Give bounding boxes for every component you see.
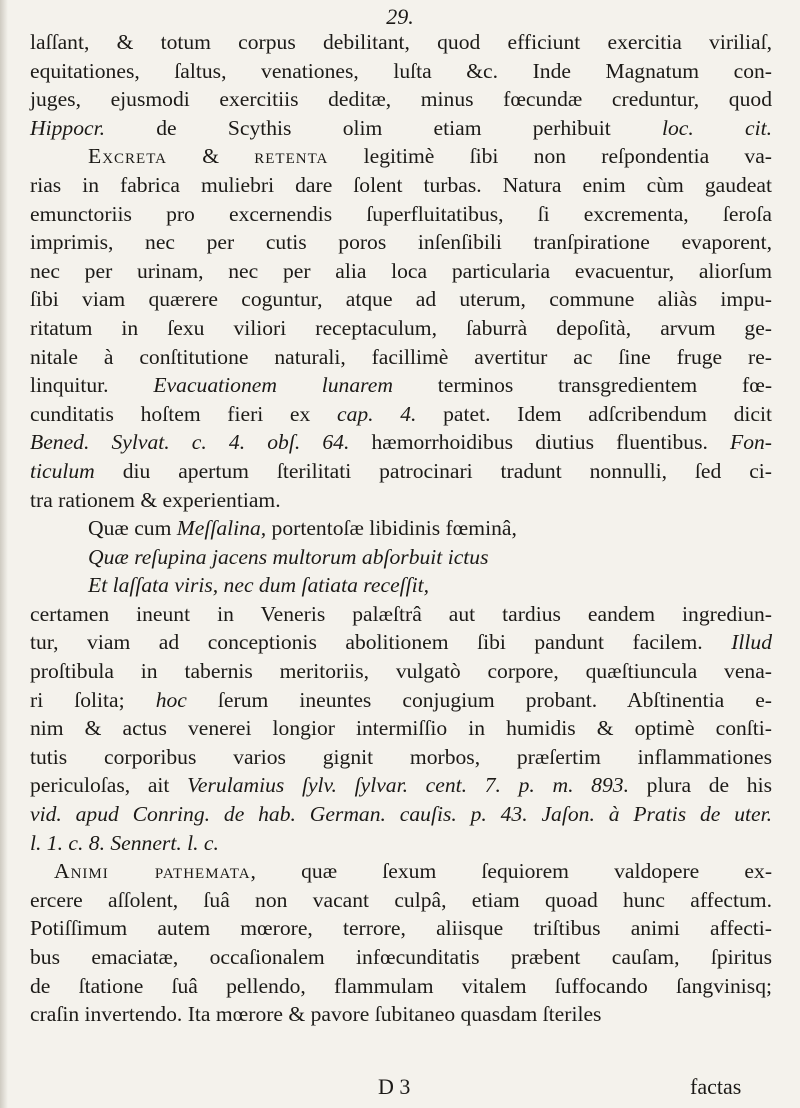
italic-text: Hippocr. — [30, 115, 105, 140]
italic-text: Verulamius ſylv. ſylvar. cent. 7. p. m. 893. — [187, 773, 629, 798]
text-line — [30, 914, 772, 943]
text-line — [30, 486, 772, 515]
text-run: tra rationem & experientiam. — [30, 487, 281, 512]
italic-text: Illud — [731, 630, 772, 655]
text-line — [30, 57, 772, 86]
text-run: laſſant, & totum corpus debilitant, quod efficiunt exercitia viriliaſ, — [30, 30, 772, 54]
text-line — [30, 972, 772, 1001]
text-run: Quæ cum — [88, 516, 177, 541]
catchword: factas — [690, 1074, 742, 1099]
text-run: patet. Idem adſcribendum dicit — [416, 401, 772, 426]
text-line — [30, 714, 772, 743]
italic-text: vid. apud Conring. de hab. German. cauſis. p. 43. Jaſon. à Pratis de uter. — [30, 802, 772, 827]
italic-text: hoc — [155, 687, 187, 712]
italic-text: l. 1. c. 8. Sennert. l. c. — [30, 830, 219, 855]
text-run: imprimis, nec per cutis poros inſenſibili tranſpiratione evaporent, — [30, 230, 772, 255]
text-line — [30, 514, 772, 543]
italic-text: cap. 4. — [337, 401, 417, 426]
text-run: de Scythis olim etiam perhibuit — [104, 115, 662, 140]
text-run: proſtibula in tabernis meritoriis, vulgatò corpore, quæſtiuncula vena- — [30, 659, 772, 684]
text-run: ſibi viam quærere coguntur, atque ad uterum, commune aliàs impu- — [30, 287, 772, 312]
italic-text: Fon- — [730, 430, 772, 455]
text-line — [30, 857, 772, 886]
text-run: cunditatis hoſtem fieri ex — [30, 401, 337, 426]
text-run: nec per urinam, nec per alia loca particularia evacuentur, aliorſum — [30, 258, 772, 283]
text-run: plura de his — [628, 773, 773, 798]
text-line — [30, 285, 772, 314]
text-line — [30, 543, 772, 572]
text-line — [30, 257, 772, 286]
text-run: ſerum ineuntes conjugium probant. Abſtinentia e- — [186, 687, 772, 712]
text-line — [30, 142, 772, 171]
text-line — [30, 114, 772, 143]
small-caps-text: retenta — [254, 144, 329, 169]
text-run: emunctoriis pro excernendis ſuperfluitatibus, ſi excrementa, ſeroſa — [30, 201, 772, 226]
page-edge-shadow — [0, 0, 8, 1108]
page-footer — [0, 1074, 800, 1104]
text-run: portentoſæ libidinis fœminâ, — [266, 516, 517, 541]
italic-text: Et laſſata viris, nec dum ſatiata receſſit, — [88, 573, 430, 598]
text-run: legitimè ſibi non reſpondentia va- — [328, 144, 773, 169]
italic-text: Quæ reſupina jacens multorum abſorbuit ictus — [88, 544, 489, 569]
italic-text: Bened. Sylvat. c. 4. obſ. 64. — [30, 430, 350, 455]
italic-text: loc. cit. — [661, 115, 772, 140]
text-run: bus emaciatæ, occaſionalem infœcunditatis præbent cauſam, ſpiritus — [30, 945, 772, 969]
text-run: Potiſſimum autem mœrore, terrore, aliisque triſtibus animi affecti- — [30, 916, 772, 941]
small-caps-text: Excreta — [88, 144, 167, 169]
text-run: de ſtatione ſuâ pellendo, flammulam vitalem ſuffocando ſangvinisq; — [30, 973, 772, 998]
text-run: ri ſolita; — [30, 687, 156, 712]
text-line — [30, 943, 772, 972]
body-text — [30, 28, 772, 1029]
text-line — [30, 28, 772, 57]
text-run: diu apertum ſterilitati patrocinari tradunt nonnulli, ſed ci- — [94, 458, 772, 483]
text-run: & — [167, 144, 255, 169]
small-caps-text: Animi pathemata — [54, 859, 251, 884]
text-line — [30, 600, 772, 629]
text-line — [30, 400, 772, 429]
text-run: nitale à conſtitutione naturali, facillimè avertitur ac ſine fruge re- — [30, 344, 772, 369]
page-number: 29. — [386, 4, 414, 29]
signature-mark: D 3 — [378, 1074, 411, 1099]
italic-text: Meſſalina, — [176, 516, 267, 541]
italic-text: Evacuationem lunarem — [153, 373, 393, 398]
text-run: ritatum in ſexu viliori receptaculum, ſaburrà depoſità, arvum ge- — [30, 315, 772, 340]
italic-text: ticulum — [30, 458, 95, 483]
text-run: certamen ineunt in Veneris palæſtrâ aut tardius eandem ingrediun- — [30, 601, 772, 626]
text-run: hæmorrhoidibus diutius fluentibus. — [349, 430, 731, 455]
text-run: tutis corporibus varios gignit morbos, præſertim inflammationes — [30, 744, 772, 769]
text-line — [30, 829, 772, 858]
text-run: periculoſas, ait — [30, 773, 188, 798]
text-line — [30, 85, 772, 114]
text-run: craſin invertendo. Ita mœrore & pavore ſubitaneo quasdam ſteriles — [30, 1002, 602, 1027]
text-run: juges, ejusmodi exercitiis deditæ, minus fœcundæ creduntur, quod — [30, 87, 772, 112]
text-line — [30, 200, 772, 229]
text-run: linquitur. — [30, 373, 154, 398]
text-line — [30, 686, 772, 715]
text-line — [30, 343, 772, 372]
text-line — [30, 228, 772, 257]
text-line — [30, 314, 772, 343]
text-line — [30, 771, 772, 800]
text-run: nim & actus venerei longior intermiſſio in humidis & optimè conſti- — [30, 716, 772, 741]
text-line — [30, 628, 772, 657]
text-run: , quæ ſexum ſequiorem valdopere ex- — [250, 859, 773, 884]
text-line — [30, 371, 772, 400]
text-line — [30, 571, 772, 600]
text-line — [30, 171, 772, 200]
text-line — [30, 657, 772, 686]
text-line — [30, 428, 772, 457]
text-run: equitationes, ſaltus, venationes, luſta &c. Inde Magnatum con- — [30, 58, 772, 83]
text-run: tur, viam ad conceptionis abolitionem ſibi pandunt facilem. — [30, 630, 732, 655]
text-line — [30, 1000, 772, 1029]
text-line — [30, 457, 772, 486]
text-line — [30, 886, 772, 915]
text-run: rias in fabrica muliebri dare ſolent turbas. Natura enim cùm gaudeat — [30, 172, 772, 197]
text-line — [30, 800, 772, 829]
text-run: terminos transgredientem fœ- — [392, 373, 773, 398]
text-run: ercere aſſolent, ſuâ non vacant culpâ, etiam quoad hunc affectum. — [30, 887, 772, 912]
text-line — [30, 743, 772, 772]
